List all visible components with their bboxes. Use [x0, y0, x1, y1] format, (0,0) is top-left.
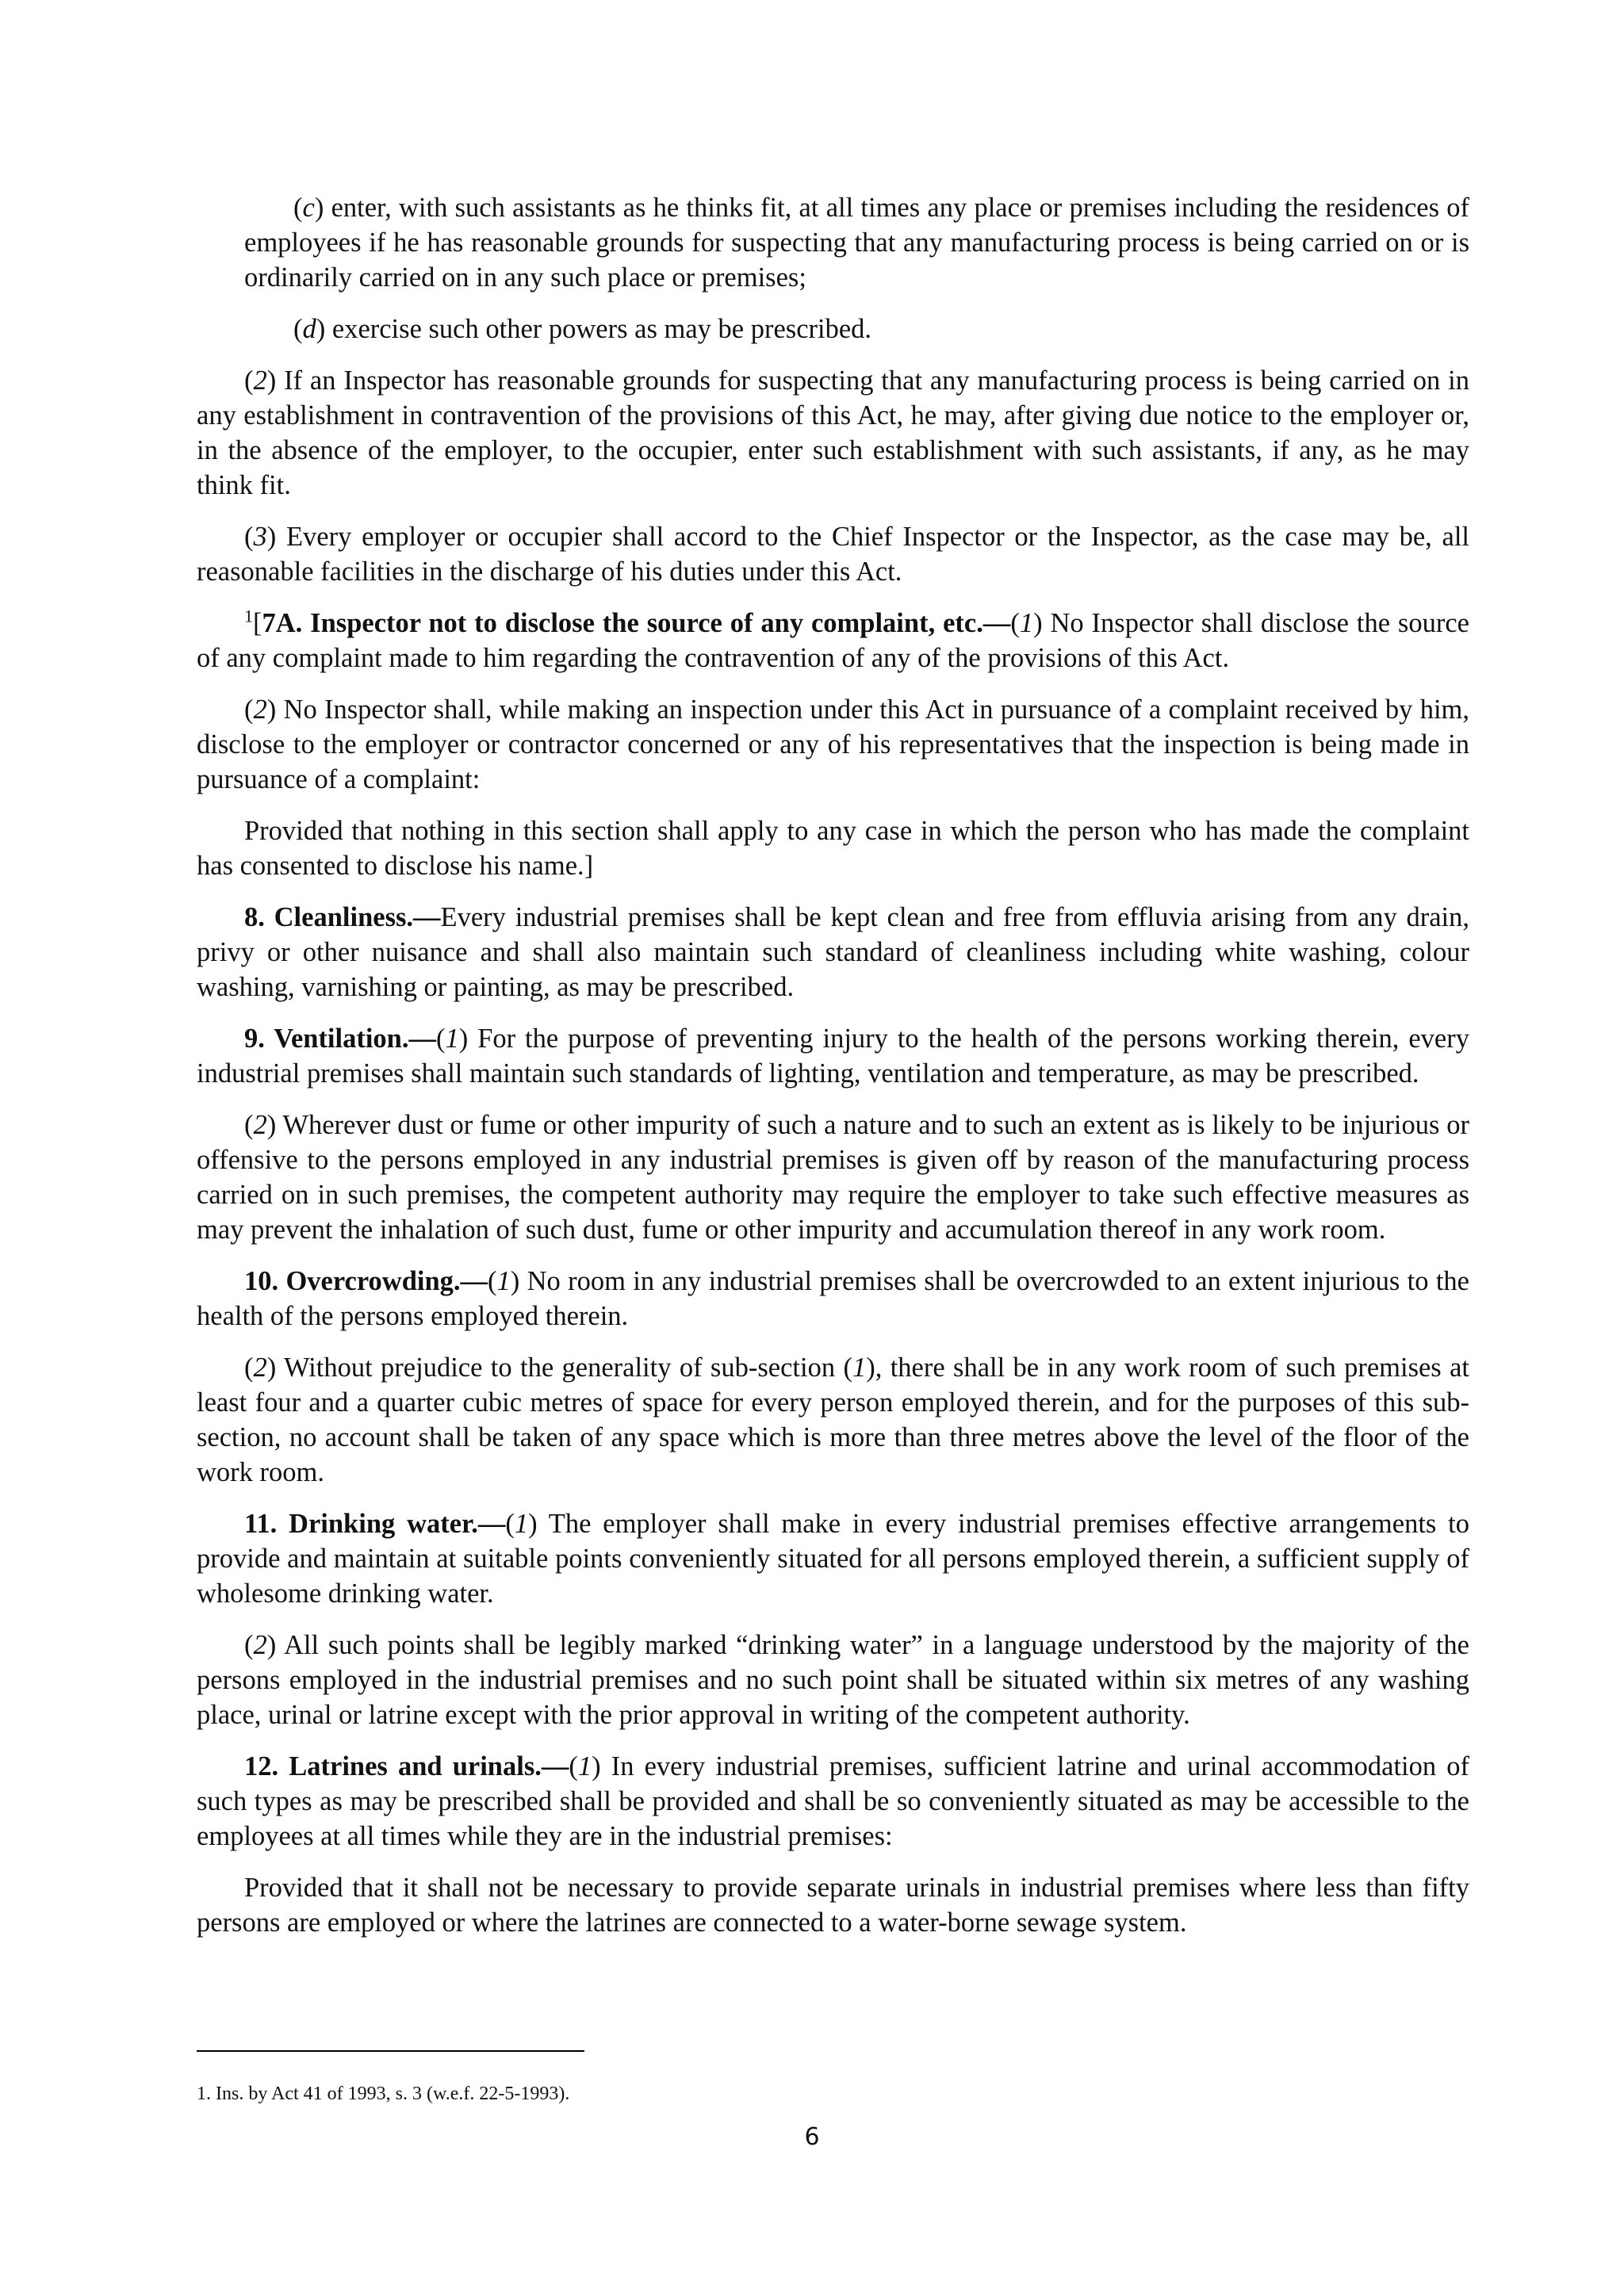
subsection-num: 2	[253, 695, 267, 725]
section-7a-subsection-1: $^1$[7A. Inspector not to disclose the source of any complaint, etc.—(1) No Inspector shall disclose the source of any complaint made to him regarding the contravention of any of the provisions of this Act.	[197, 606, 1469, 673]
section-7a-subsection-2: (2) No Inspector shall, while making an inspection under this Act in pursuance of a complaint received by him, disclose to the employer or contractor concerned or any of his representatives that the inspection is being made in pursuance of a complaint:	[197, 695, 1469, 794]
subsection-num: 3	[253, 522, 267, 552]
subsection-text: No Inspector shall disclose the source of any complaint made to him regarding the contravention of any of the provisions of this Act.	[197, 608, 1469, 673]
section-7-subsection-3: (3) Every employer or occupier shall accord to the Chief Inspector or the Inspector, as the case may be, all reasonable facilities in the discharge of his duties under this Act.	[197, 522, 1469, 587]
section-11-subsection-1: 11. Drinking water.—(1) The employer shall make in every industrial premises effective arrangements to provide and maintain at suitable points conveniently situated for all persons employed therein, a sufficient supply of wholesome drinking water.	[197, 1509, 1469, 1609]
subsection-num: 2	[253, 1353, 267, 1383]
document-body	[197, 190, 1469, 1957]
subsection-num: 2	[253, 365, 267, 396]
section-9-subsection-2: (2) Wherever dust or fume or other impurity of such a nature and to such an extent as is likely to be injurious or offensive to the persons employed in any industrial premises is given off by reason of the manufacturing process carried on in such premises, the competent authority may require the employer to take such effective measures as may prevent the inhalation of such dust, fume or other impurity and accumulation thereof in any work room.	[197, 1110, 1469, 1245]
subsection-num: 1	[445, 1024, 459, 1054]
subsection-ref: 1	[852, 1353, 867, 1383]
section-heading: 11. Drinking water.—	[244, 1509, 506, 1539]
section-10-subsection-2: (2) Without prejudice to the generality of sub-section (1), there shall be in any work room of such premises at least four and a quarter cubic metres of space for every person employed therein, and for the purposes of this sub-section, no account shall be taken of any space which is more than three metres above the level of the floor of the work room.	[197, 1353, 1470, 1487]
subsection-text: The employer shall make in every industrial premises effective arrangements to provide and maintain at suitable points conveniently situated for all persons employed therein, a sufficient supply of wholesome drinking water.	[197, 1509, 1469, 1609]
subsection-num: 2	[253, 1110, 267, 1140]
subsection-num: 1	[496, 1266, 511, 1296]
page-number: 6	[804, 2123, 820, 2151]
section-heading: 7A. Inspector not to disclose the source of any complaint, etc.—	[262, 608, 1011, 638]
section-heading: 9. Ventilation.—	[244, 1024, 436, 1054]
open-bracket: [	[253, 608, 262, 638]
subsection-num: 1	[577, 1751, 592, 1781]
section-10-subsection-1: 10. Overcrowding.—(1) No room in any industrial premises shall be overcrowded to an extent injurious to the health of the persons employed therein.	[197, 1266, 1469, 1331]
subsection-text: If an Inspector has reasonable grounds for suspecting that any manufacturing process is being carried on in any establishment in contravention of the provisions of this Act, he may, after giving due notice to the employer or, in the absence of the employer, to the occupier, enter such establishment with such assistants, if any, as he may think fit.	[197, 365, 1469, 500]
subsection-num: 1	[514, 1509, 529, 1539]
subsection-text-b: , there shall be in any work room of such premises at least four and a quarter cubic metres of space for every person employed therein, and for the purposes of this sub-section, no account shall be taken of any space which is more than three metres above the level of the floor of the work room.	[197, 1353, 1470, 1487]
subsection-text: Wherever dust or fume or other impurity of such a nature and to such an extent as is likely to be injurious or offensive to the persons employed in any industrial premises is given off by reason of the manufacturing process carried on in such premises, the competent authority may require the employer to take such effective measures as may prevent the inhalation of such dust, fume or other impurity and accumulation thereof in any work room.	[197, 1110, 1469, 1245]
clause-c-text: enter, with such assistants as he thinks fit, at all times any place or premises including the residences of employees if he has reasonable grounds for suspecting that any manufacturing process is being carried on or is ordinarily carried on in any such place or premises;	[244, 193, 1469, 293]
section-heading: 8. Cleanliness.—	[244, 902, 441, 932]
footnote-reference: 1	[244, 606, 253, 626]
subsection-text: No Inspector shall, while making an inspection under this Act in pursuance of a complaint received by him, disclose to the employer or contractor concerned or any of his representatives that the inspection is being made in pursuance of a complaint:	[197, 695, 1469, 794]
section-12-subsection-1: 12. Latrines and urinals.—(1) In every industrial premises, sufficient latrine and urinal accommodation of such types as may be prescribed shall be provided and shall be so conveniently situated as may be accessible to the employees at all times while they are in the industrial premises:	[197, 1751, 1469, 1851]
section-7-subsection-2: (2) If an Inspector has reasonable grounds for suspecting that any manufacturing process is being carried on in any establishment in contravention of the provisions of this Act, he may, after giving due notice to the employer or, in the absence of the employer, to the occupier, enter such establishment with such assistants, if any, as he may think fit.	[197, 365, 1469, 500]
section-12-proviso: Provided that it shall not be necessary to provide separate urinals in industrial premises where less than fifty persons are employed or where the latrines are connected to a water-borne sewage system.	[197, 1873, 1469, 1938]
clause-c: (c) enter, with such assistants as he thinks fit, at all times any place or premises including the residences of employees if he has reasonable grounds for suspecting that any manufacturing process is being carried on or is ordinarily carried on in any such place or premises;	[244, 193, 1469, 293]
footnote: 1. Ins. by Act 41 of 1993, s. 3 (w.e.f. 22-5-1993).	[197, 2084, 570, 2104]
section-text: Every industrial premises shall be kept clean and free from effluvia arising from any drain, privy or other nuisance and shall also maintain such standard of cleanliness including white washing, colour washing, varnishing or painting, as may be prescribed.	[197, 902, 1469, 1002]
clause-d-num: d	[302, 314, 316, 344]
subsection-text: In every industrial premises, sufficient latrine and urinal accommodation of such types as may be prescribed shall be provided and shall be so conveniently situated as may be accessible to the employees at all times while they are in the industrial premises:	[197, 1751, 1469, 1851]
clause-d: (d) exercise such other powers as may be prescribed.	[293, 314, 872, 344]
subsection-text: For the purpose of preventing injury to the health of the persons working therein, every industrial premises shall maintain such standards of lighting, ventilation and temperature, as may be prescribed.	[197, 1024, 1469, 1089]
section-8	[197, 900, 1469, 1004]
clause-d-text: exercise such other powers as may be prescribed.	[331, 314, 872, 344]
section-11-subsection-2: (2) All such points shall be legibly marked “drinking water” in a language understood by the majority of the persons employed in the industrial premises and no such point shall be situated within six metres of any washing place, urinal or latrine except with the prior approval in writing of the competent authority.	[197, 1630, 1469, 1730]
subsection-num: 2	[253, 1630, 267, 1660]
section-9-subsection-1: 9. Ventilation.—(1) For the purpose of preventing injury to the health of the persons working therein, every industrial premises shall maintain such standards of lighting, ventilation and temperature, as may be prescribed.	[197, 1024, 1469, 1089]
footnote-divider	[197, 2050, 584, 2052]
clause-c-num: c	[302, 193, 315, 223]
subsection-num: 1	[1019, 608, 1034, 638]
subsection-text: No room in any industrial premises shall be overcrowded to an extent injurious to the health of the persons employed therein.	[197, 1266, 1469, 1331]
subsection-text: Every employer or occupier shall accord to the Chief Inspector or the Inspector, as the case may be, all reasonable facilities in the discharge of his duties under this Act.	[197, 522, 1469, 587]
section-heading: 12. Latrines and urinals.—	[244, 1751, 569, 1781]
subsection-text-a: Without prejudice to the generality of sub-section	[284, 1353, 836, 1383]
subsection-text: All such points shall be legibly marked “drinking water” in a language understood by the majority of the persons employed in the industrial premises and no such point shall be situated within six metres of any washing place, urinal or latrine except with the prior approval in writing of the competent authority.	[197, 1630, 1469, 1730]
section-7a-proviso: Provided that nothing in this section shall apply to any case in which the person who has made the complaint has consented to disclose his name.]	[197, 816, 1469, 881]
section-heading: 10. Overcrowding.—	[244, 1266, 488, 1296]
